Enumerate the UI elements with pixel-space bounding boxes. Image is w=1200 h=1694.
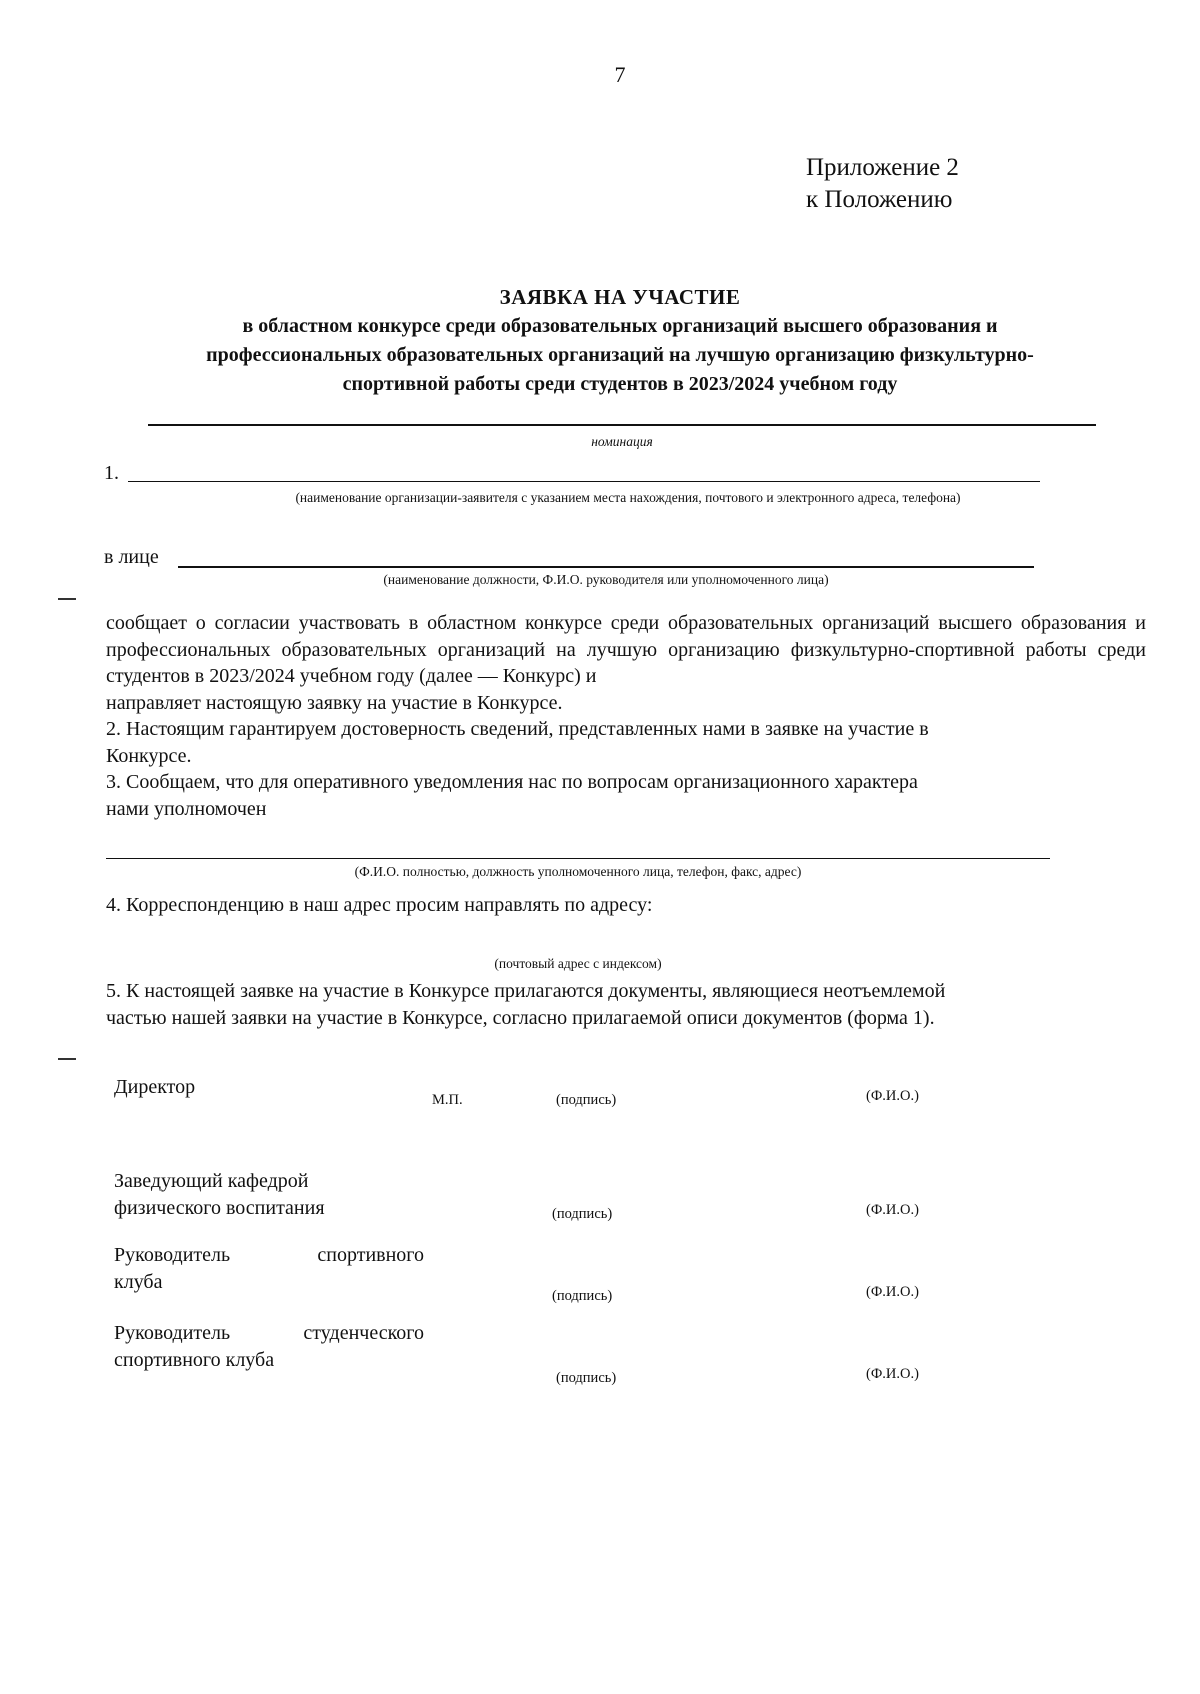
sport-club-name-label: (Ф.И.О.) <box>866 1284 919 1300</box>
sport-club-head-line-2: клуба <box>114 1271 163 1293</box>
student-club-signature-label: (подпись) <box>556 1370 617 1386</box>
person-hint: (наименование должности, Ф.И.О. руководителя или уполномоченного лица) <box>383 572 829 587</box>
item-5-text: 5. К настоящей заявке на участие в Конкурсе прилагаются документы, являющиеся неотъемлемой <box>106 980 946 1002</box>
director-label: Директор <box>114 1076 196 1098</box>
head-of-department-line-2: физического воспитания <box>114 1197 325 1219</box>
paragraph-1-last-line: направляет настоящую заявку на участие в Конкурсе. <box>106 691 563 714</box>
student-club-head-label <box>114 1320 424 1374</box>
organization-name-line[interactable] <box>128 481 1040 482</box>
nomination-line[interactable] <box>148 424 1096 426</box>
sport-club-head-line-1: Руководитель спортивного <box>114 1244 424 1266</box>
director-name-label: (Ф.И.О.) <box>866 1088 919 1104</box>
paragraph-1: сообщает о согласии участвовать в областном конкурсе среди образовательных организаций высшего образования и профессиональных образовательных организаций на лучшую организацию физкультурно-спортивной работы среди студентов в 2023/2024 учебном году (далее — Конкурс) и <box>106 612 1146 687</box>
scan-margin-mark <box>58 1058 76 1060</box>
address-hint: (почтовый адрес с индексом) <box>494 956 662 971</box>
title-subtitle-2: профессиональных образовательных организаций на лучшую организацию физкультурно- <box>206 344 1034 366</box>
authorized-person-line[interactable] <box>106 858 1050 859</box>
authorized-person-hint: (Ф.И.О. полностью, должность уполномоченного лица, телефон, факс, адрес) <box>354 864 802 879</box>
scan-margin-mark <box>58 598 76 600</box>
sport-club-head-label <box>114 1242 424 1296</box>
paragraph-3: 3. Сообщаем, что для оперативного уведомления нас по вопросам организационного характера <box>106 771 918 793</box>
nomination-hint: номинация <box>591 434 653 449</box>
organization-name-hint: (наименование организации-заявителя с указанием места нахождения, почтового и электронного адреса, телефона) <box>295 490 961 505</box>
student-club-head-line-1: Руководитель студенческого <box>114 1322 424 1344</box>
head-of-department-name-label: (Ф.И.О.) <box>866 1202 919 1218</box>
director-signature-label: (подпись) <box>556 1092 617 1108</box>
person-label: в лице <box>104 546 159 568</box>
head-of-department-line-1: Заведующий кафедрой <box>114 1170 309 1192</box>
title-subtitle-3: спортивной работы среди студентов в 2023/2024 учебном году <box>342 373 898 395</box>
form-title <box>100 282 1140 399</box>
paragraph-2: 2. Настоящим гарантируем достоверность сведений, представленных нами в заявке на участие в <box>106 718 929 740</box>
body-paragraphs <box>106 610 1146 822</box>
page-number: 7 <box>614 62 626 87</box>
appendix-line-2: к Положению <box>806 186 953 213</box>
stamp-label: М.П. <box>432 1092 463 1108</box>
item-5-last-line: частью нашей заявки на участие в Конкурсе, согласно прилагаемой описи документов (форма 1). <box>106 1006 935 1029</box>
student-club-name-label: (Ф.И.О.) <box>866 1366 919 1382</box>
person-line[interactable] <box>178 566 1034 568</box>
paragraph-2-last-line: Конкурсе. <box>106 744 192 767</box>
appendix-reference <box>806 152 959 216</box>
item-1-number: 1. <box>104 462 119 484</box>
title-subtitle-1: в областном конкурсе среди образовательных организаций высшего образования и <box>242 315 998 337</box>
title-main: ЗАЯВКА НА УЧАСТИЕ <box>499 285 741 309</box>
sport-club-signature-label: (подпись) <box>552 1288 613 1304</box>
item-5-paragraph <box>106 978 1146 1031</box>
paragraph-3-last-line: нами уполномочен <box>106 797 267 820</box>
head-of-department-signature-label: (подпись) <box>552 1206 613 1222</box>
head-of-department-label <box>114 1168 325 1222</box>
item-4-text: 4. Корреспонденцию в наш адрес просим направлять по адресу: <box>106 894 653 916</box>
appendix-line-1: Приложение 2 <box>806 154 959 181</box>
student-club-head-line-2: спортивного клуба <box>114 1349 275 1371</box>
